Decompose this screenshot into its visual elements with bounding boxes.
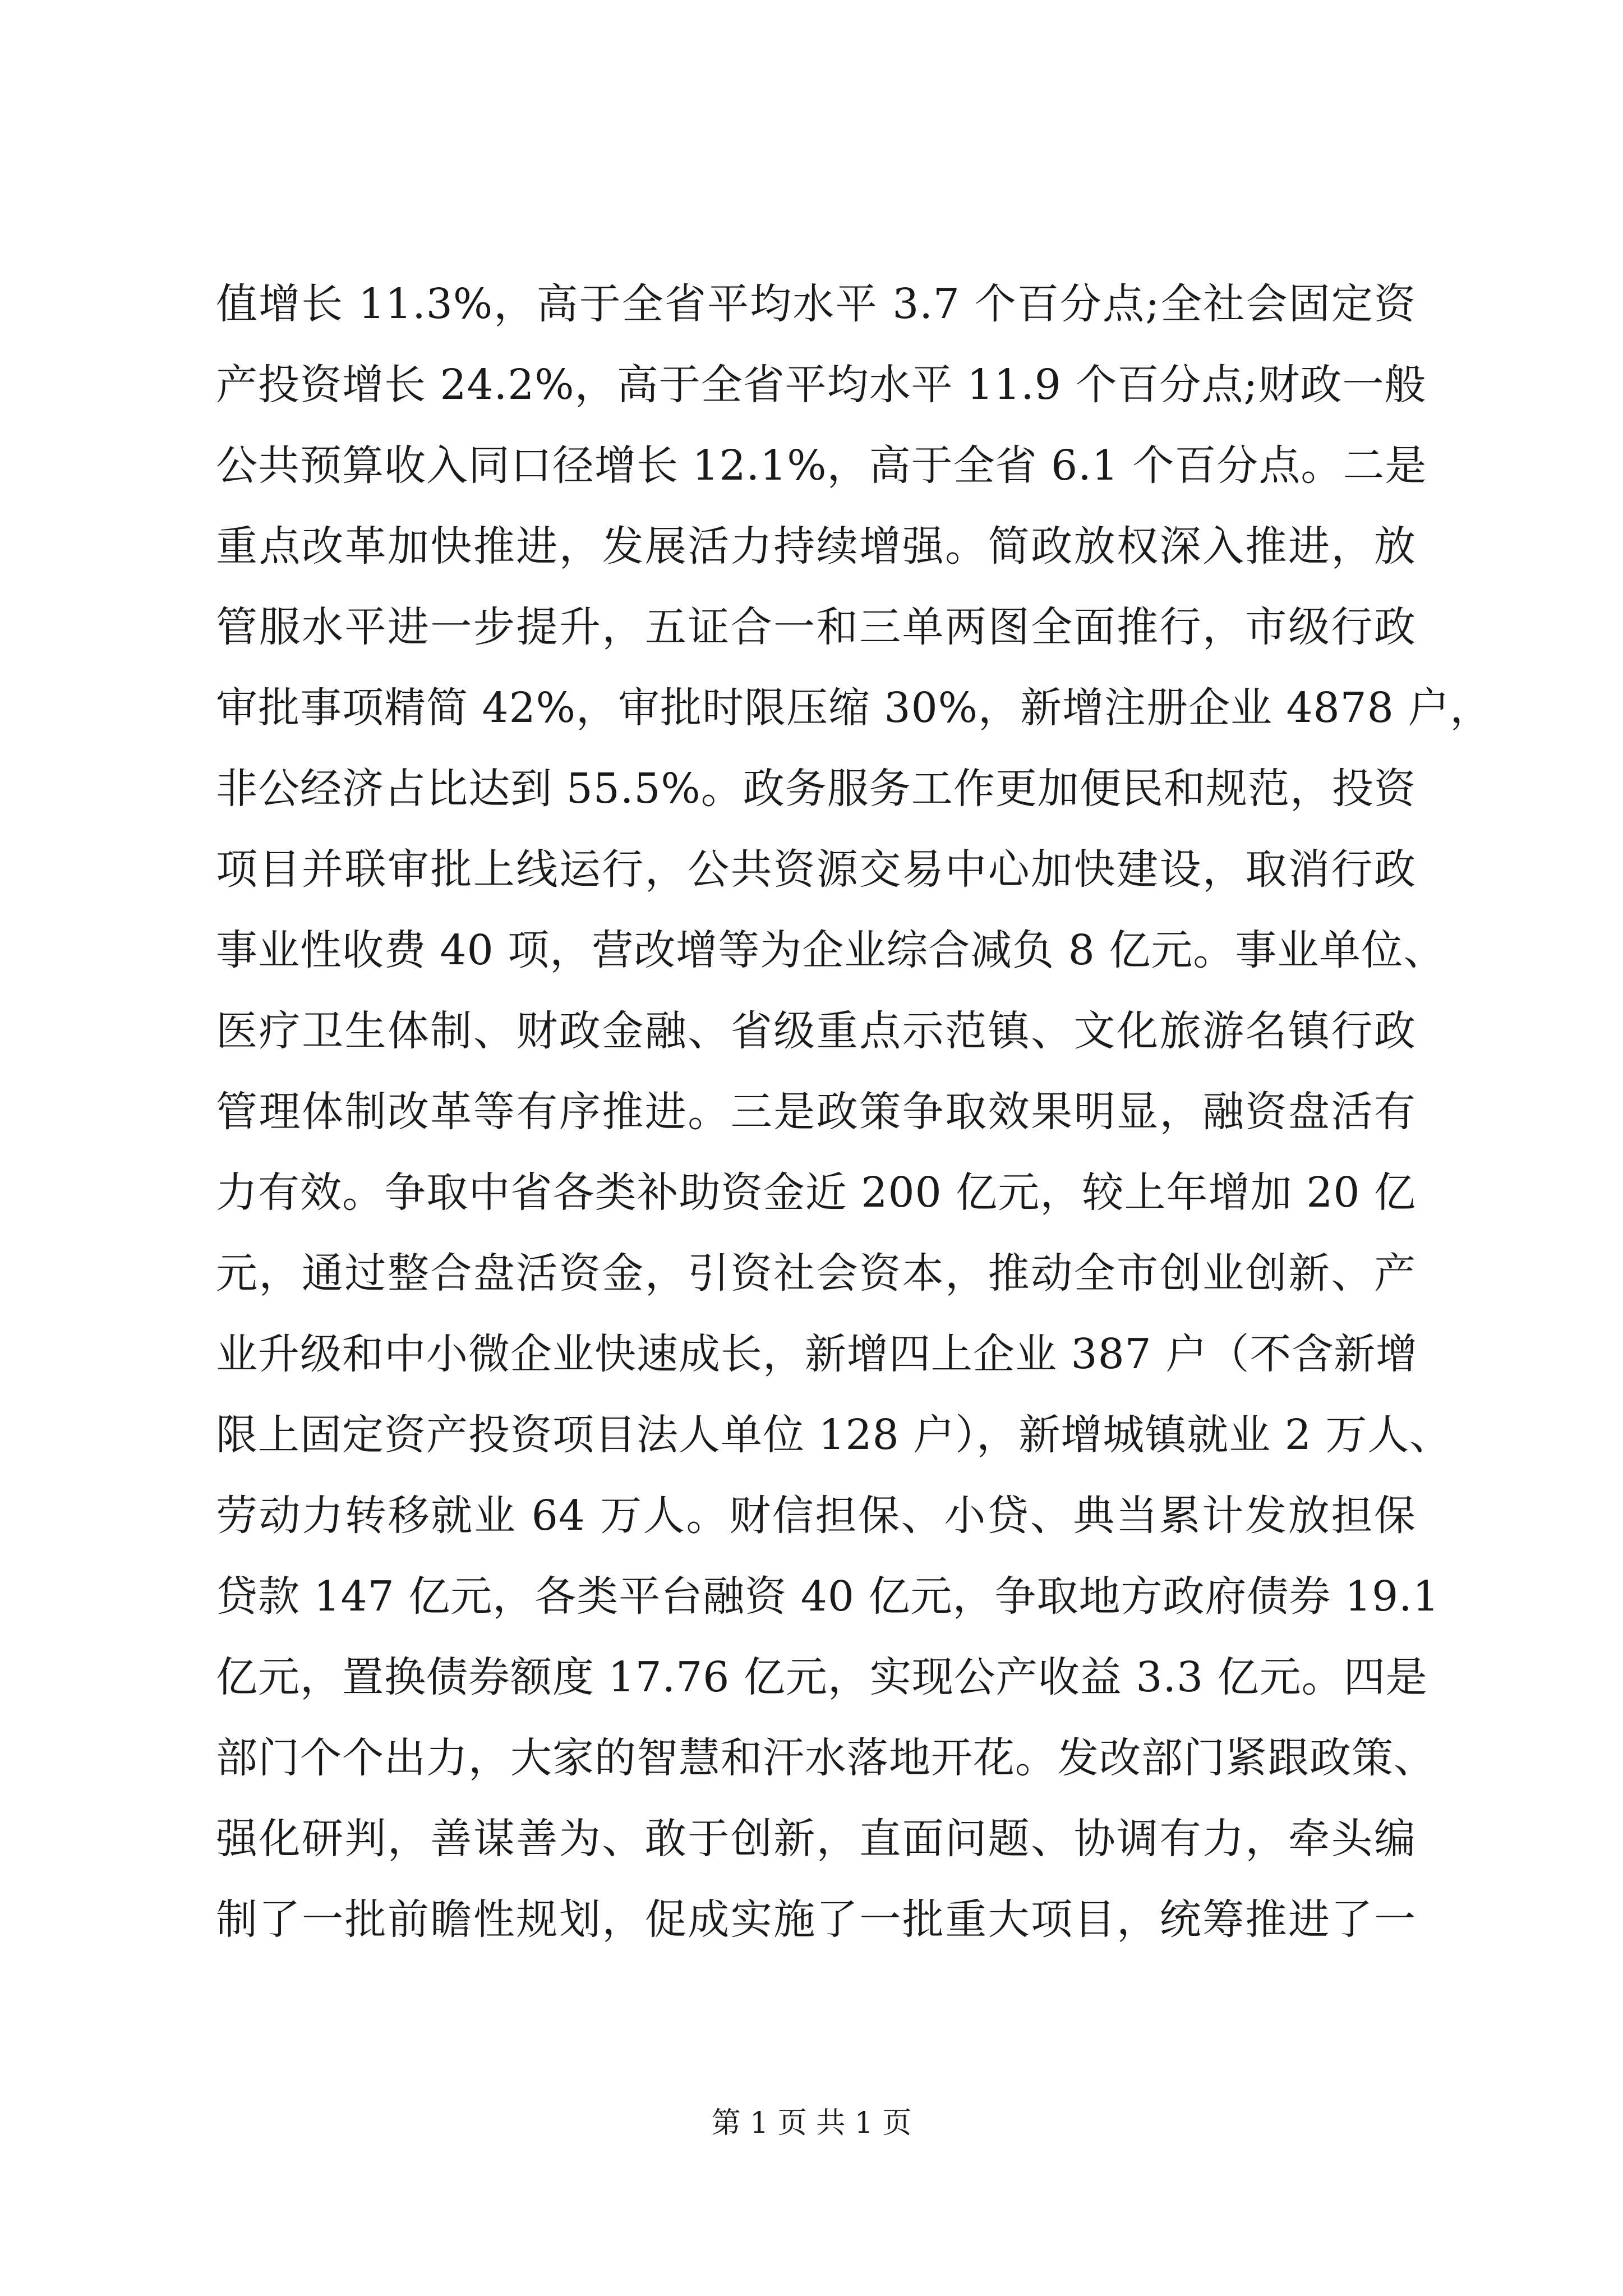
- text-line: 强化研判，善谋善为、敢于创新，直面问题、协调有力，牵头编: [216, 1815, 1416, 1863]
- text-line: 力有效。争取中省各类补助资金近 200 亿元，较上年增加 20 亿: [216, 1168, 1416, 1217]
- text-line: 审批事项精简 42%，审批时限压缩 30%，新增注册企业 4878 户，: [216, 684, 1492, 732]
- text-line: 限上固定资产投资项目法人单位 128 户），新增城镇就业 2 万人、: [216, 1411, 1452, 1459]
- text-line: 项目并联审批上线运行，公共资源交易中心加快建设，取消行政: [216, 845, 1416, 894]
- text-line: 事业性收费 40 项，营改增等为企业综合减负 8 亿元。事业单位、: [216, 926, 1446, 974]
- text-line: 产投资增长 24.2%，高于全省平均水平 11.9 个百分点;财政一般: [216, 361, 1427, 409]
- text-line: 重点改革加快推进，发展活力持续增强。简政放权深入推进，放: [216, 522, 1416, 570]
- text-line: 业升级和中小微企业快速成长，新增四上企业 387 户（不含新增: [216, 1330, 1418, 1378]
- text-line: 亿元，置换债券额度 17.76 亿元，实现公产收益 3.3 亿元。四是: [216, 1653, 1428, 1701]
- text-line: 值增长 11.3%，高于全省平均水平 3.7 个百分点;全社会固定资: [216, 280, 1416, 328]
- text-line: 医疗卫生体制、财政金融、省级重点示范镇、文化旅游名镇行政: [216, 1007, 1416, 1055]
- text-line: 公共预算收入同口径增长 12.1%，高于全省 6.1 个百分点。二是: [216, 441, 1427, 490]
- text-line: 元，通过整合盘活资金，引资社会资本，推动全市创业创新、产: [216, 1249, 1416, 1297]
- page-footer: 第 1 页 共 1 页: [711, 2106, 912, 2140]
- text-line: 管理体制改革等有序推进。三是政策争取效果明显，融资盘活有: [216, 1088, 1416, 1136]
- text-line: 非公经济占比达到 55.5%。政务服务工作更加便民和规范，投资: [216, 765, 1416, 813]
- text-line: 部门个个出力，大家的智慧和汗水落地开花。发改部门紧跟政策、: [216, 1734, 1436, 1782]
- body-text: [216, 264, 1492, 1960]
- text-line: 管服水平进一步提升，五证合一和三单两图全面推行，市级行政: [216, 603, 1416, 651]
- text-line: 制了一批前瞻性规划，促成实施了一批重大项目，统筹推进了一: [216, 1895, 1416, 1944]
- text-line: 贷款 147 亿元，各类平台融资 40 亿元，争取地方政府债券 19.1: [216, 1572, 1440, 1621]
- text-line: 劳动力转移就业 64 万人。财信担保、小贷、典当累计发放担保: [216, 1492, 1416, 1540]
